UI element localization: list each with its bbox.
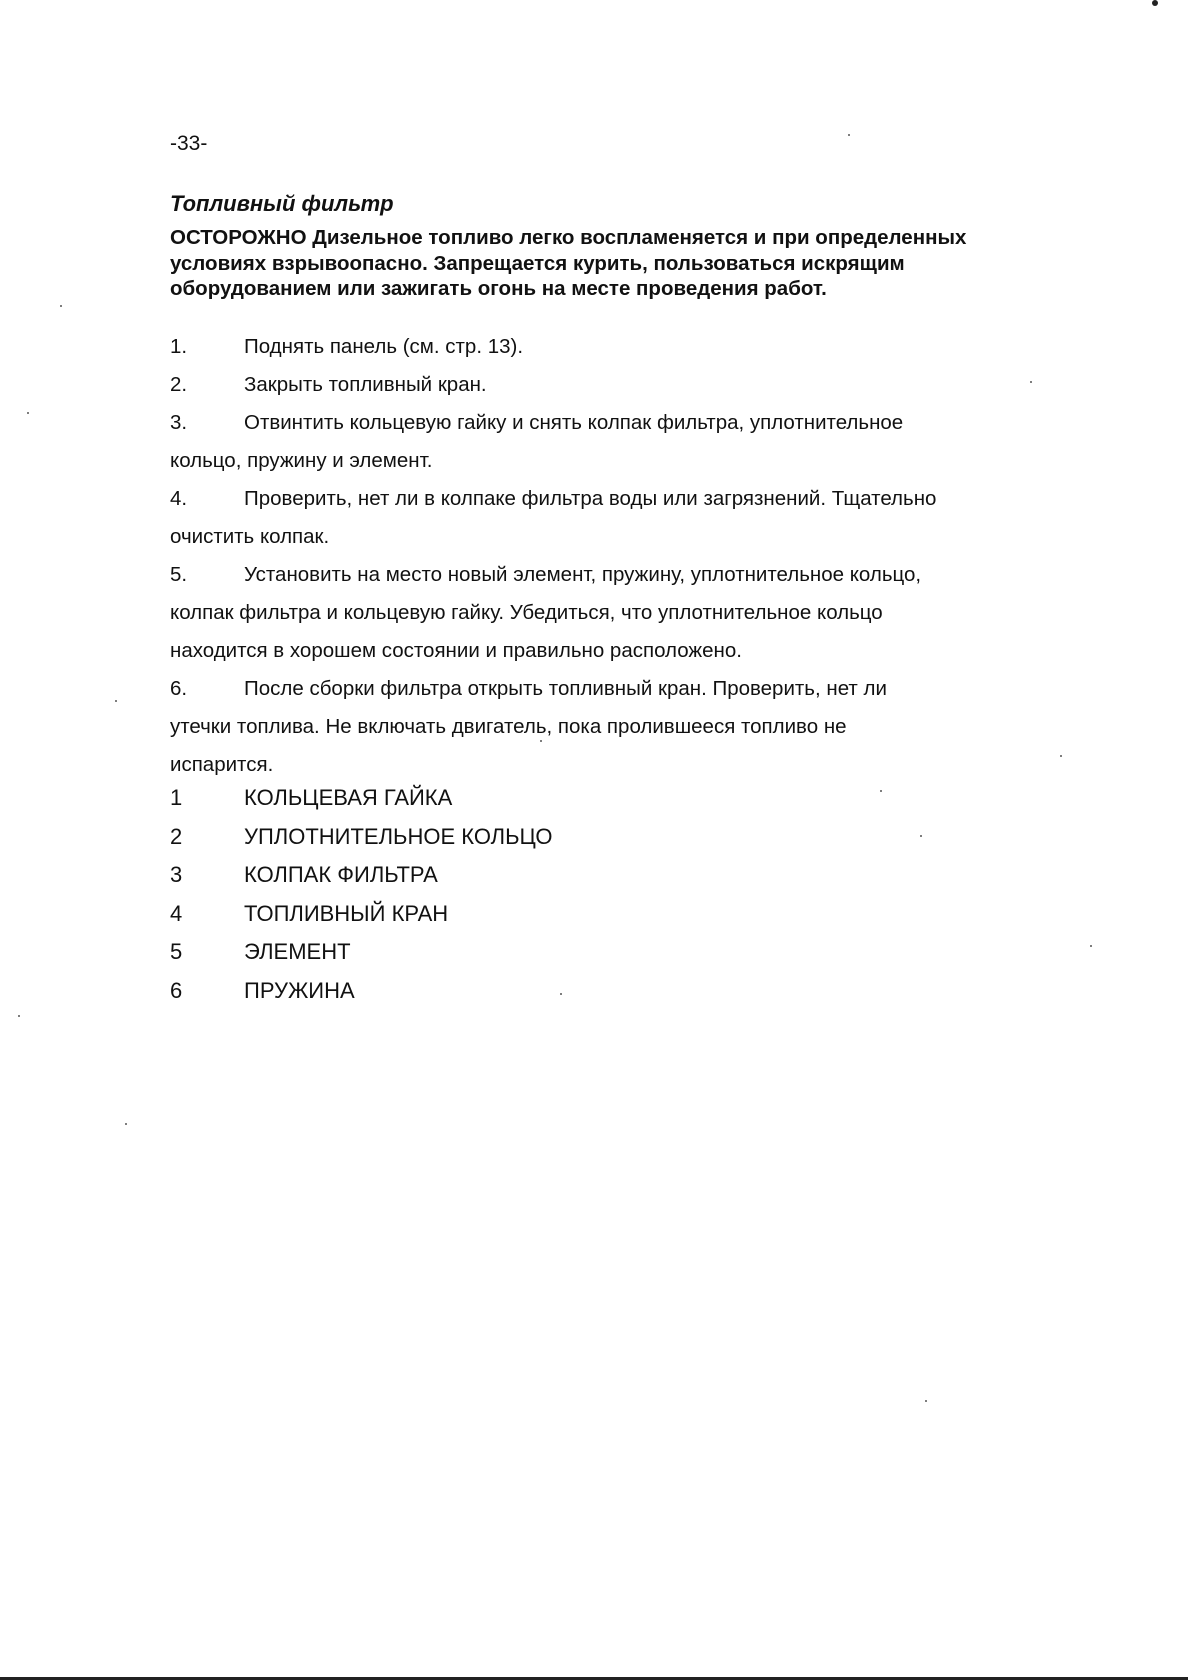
scan-speck <box>560 993 562 995</box>
legend-label: ЭЛЕМЕНТ <box>244 939 351 964</box>
step-item <box>170 328 1010 366</box>
scan-speck <box>848 134 850 136</box>
step-number: 5. <box>170 563 188 586</box>
step-text: Проверить, нет ли в колпаке фильтра воды или загрязнений. Тщательно <box>244 487 937 510</box>
step-number: 6. <box>170 677 188 700</box>
step-text: Закрыть топливный кран. <box>244 373 487 396</box>
step-item <box>170 404 1010 480</box>
parts-legend <box>170 779 552 1010</box>
step-text-continued: испарится. <box>170 753 274 776</box>
legend-item <box>170 895 552 934</box>
legend-number: 4 <box>170 900 183 926</box>
legend-item <box>170 856 552 895</box>
scan-speck <box>1030 381 1032 383</box>
scan-speck <box>880 790 882 792</box>
scan-speck <box>920 835 922 837</box>
legend-item <box>170 972 552 1011</box>
scan-speck <box>125 1123 127 1125</box>
section-title: Топливный фильтр <box>170 191 394 216</box>
scan-speck <box>18 1015 20 1017</box>
scan-speck <box>60 305 62 307</box>
step-number: 4. <box>170 487 188 510</box>
step-item <box>170 670 1010 784</box>
legend-number: 5 <box>170 939 183 964</box>
scan-speck <box>1090 945 1092 947</box>
legend-item <box>170 779 552 818</box>
legend-item <box>170 818 552 857</box>
step-text-continued: очистить колпак. <box>170 525 330 548</box>
step-number: 1. <box>170 335 188 358</box>
step-text: Поднять панель (см. стр. 13). <box>244 335 524 358</box>
page-number: -33- <box>170 132 208 155</box>
step-text: Отвинтить кольцевую гайку и снять колпак фильтра, уплотнительное <box>244 411 904 434</box>
step-text-continued: кольцо, пружину и элемент. <box>170 449 433 472</box>
step-number: 3. <box>170 411 188 434</box>
legend-label: КОЛПАК ФИЛЬТРА <box>244 862 438 887</box>
legend-number: 3 <box>170 862 183 887</box>
scan-corner-mark <box>1152 0 1158 6</box>
legend-label: ПРУЖИНА <box>244 977 355 1003</box>
step-text: Установить на место новый элемент, пружину, уплотнительное кольцо, <box>244 563 922 586</box>
scan-speck <box>925 1400 927 1402</box>
step-item <box>170 556 1010 670</box>
procedure-steps <box>170 328 1010 784</box>
scan-speck <box>1060 755 1062 757</box>
legend-label: КОЛЬЦЕВАЯ ГАЙКА <box>244 785 453 810</box>
warning-paragraph: ОСТОРОЖНО Дизельное топливо легко воспламеняется и при определенных условиях взрывоопасно. Запрещается курить, пользоваться искрящим оборудованием или зажигать огонь на месте проведения работ. <box>170 226 967 300</box>
step-item <box>170 480 1010 556</box>
scan-speck <box>115 700 117 702</box>
step-text-continued: колпак фильтра и кольцевую гайку. Убедиться, что уплотнительное кольцо <box>170 601 883 624</box>
step-text-continued: утечки топлива. Не включать двигатель, пока пролившееся топливо не <box>170 715 847 738</box>
scan-speck <box>27 412 29 414</box>
legend-label: ТОПЛИВНЫЙ КРАН <box>244 900 449 926</box>
legend-item <box>170 933 552 972</box>
step-text-continued: находится в хорошем состоянии и правильно расположено. <box>170 639 742 662</box>
step-text: После сборки фильтра открыть топливный кран. Проверить, нет ли <box>244 677 887 700</box>
step-number: 2. <box>170 373 188 396</box>
legend-number: 2 <box>170 823 183 849</box>
legend-number: 1 <box>170 785 183 810</box>
legend-label: УПЛОТНИТЕЛЬНОЕ КОЛЬЦО <box>244 823 553 849</box>
step-item <box>170 366 1010 404</box>
legend-number: 6 <box>170 977 183 1003</box>
scan-speck <box>540 740 542 742</box>
